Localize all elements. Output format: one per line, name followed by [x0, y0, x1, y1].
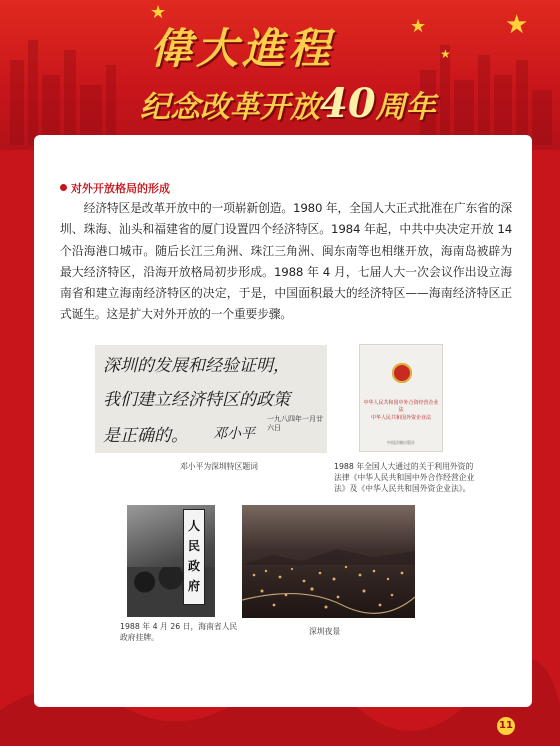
banner-subtitle-number: 40 — [320, 80, 376, 127]
header-banner — [0, 0, 560, 150]
calligraphy-signature: 邓小平 — [213, 426, 255, 442]
section-paragraph: 经济特区是改革开放中的一项崭新创造。1980 年，全国人大正式批准在广东省的深圳、珠海、汕头和福建省的厦门设置四个经济特区。1984 年起，中共中央决定开放 14 个沿海港口城市。随后长江三角洲、珠江三角洲、闽东南等也相继开放，海南岛被辟为最大经济特区，沿海开放格局初步形成。1988 年 4 月，七届人大一次会议作出设立海南省和建立海南经济特区的决定，于是，中国面积最大的经济特区——海南经济特区正式诞生。这是扩大对外开放的一个重要步骤。 — [60, 201, 512, 322]
city-lights-illustration — [242, 505, 415, 618]
government-sign-board — [183, 509, 205, 605]
calligraphy-line: 是正确的。 — [103, 426, 188, 446]
bullet-icon — [60, 184, 67, 191]
section-heading-text: 对外开放格局的形成 — [71, 182, 170, 195]
banner-subtitle — [140, 80, 440, 127]
law-book-cover — [359, 344, 443, 452]
calligraphy-photo — [95, 345, 327, 453]
star-icon: ★ — [440, 47, 451, 61]
star-icon: ★ — [150, 2, 167, 23]
banner-subtitle-suffix: 周年 — [375, 90, 436, 125]
caption-calligraphy: 邓小平为深圳特区题词 — [180, 462, 258, 471]
star-icon: ★ — [505, 10, 529, 40]
national-emblem-icon — [392, 363, 412, 383]
government-sign-text: 人民政府 — [187, 519, 200, 593]
calligraphy-line: 我们建立经济特区的政策 — [103, 390, 290, 410]
page-number: 11 — [497, 717, 515, 735]
book-title-line2: 中华人民共和国外资企业法 — [370, 415, 431, 421]
banner-subtitle-prefix: 纪念改革开放 — [140, 90, 320, 125]
caption-shenzhen: 深圳夜景 — [309, 627, 341, 636]
caption-law-book: 1988 年全国人大通过的关于利用外资的法律《中华人民共和国中外合作经营企业法》及《中华人民共和国外资企业法》。 — [334, 462, 475, 493]
caption-hainan: 1988 年 4 月 26 日，海南省人民政府挂牌。 — [120, 622, 238, 642]
shenzhen-night-photo — [242, 505, 415, 618]
banner-title: 偉大進程 — [150, 24, 335, 73]
hainan-government-photo — [127, 505, 215, 617]
calligraphy-line: 深圳的发展和经验证明， — [103, 356, 290, 376]
calligraphy-date: 一九八四年一月廿六日 — [267, 415, 323, 432]
star-icon: ★ — [410, 16, 427, 37]
section-heading — [60, 180, 360, 196]
book-publisher: 中国法制出版社 — [387, 440, 415, 445]
book-title-line1: 中华人民共和国中外合资经营企业法 — [363, 400, 439, 413]
